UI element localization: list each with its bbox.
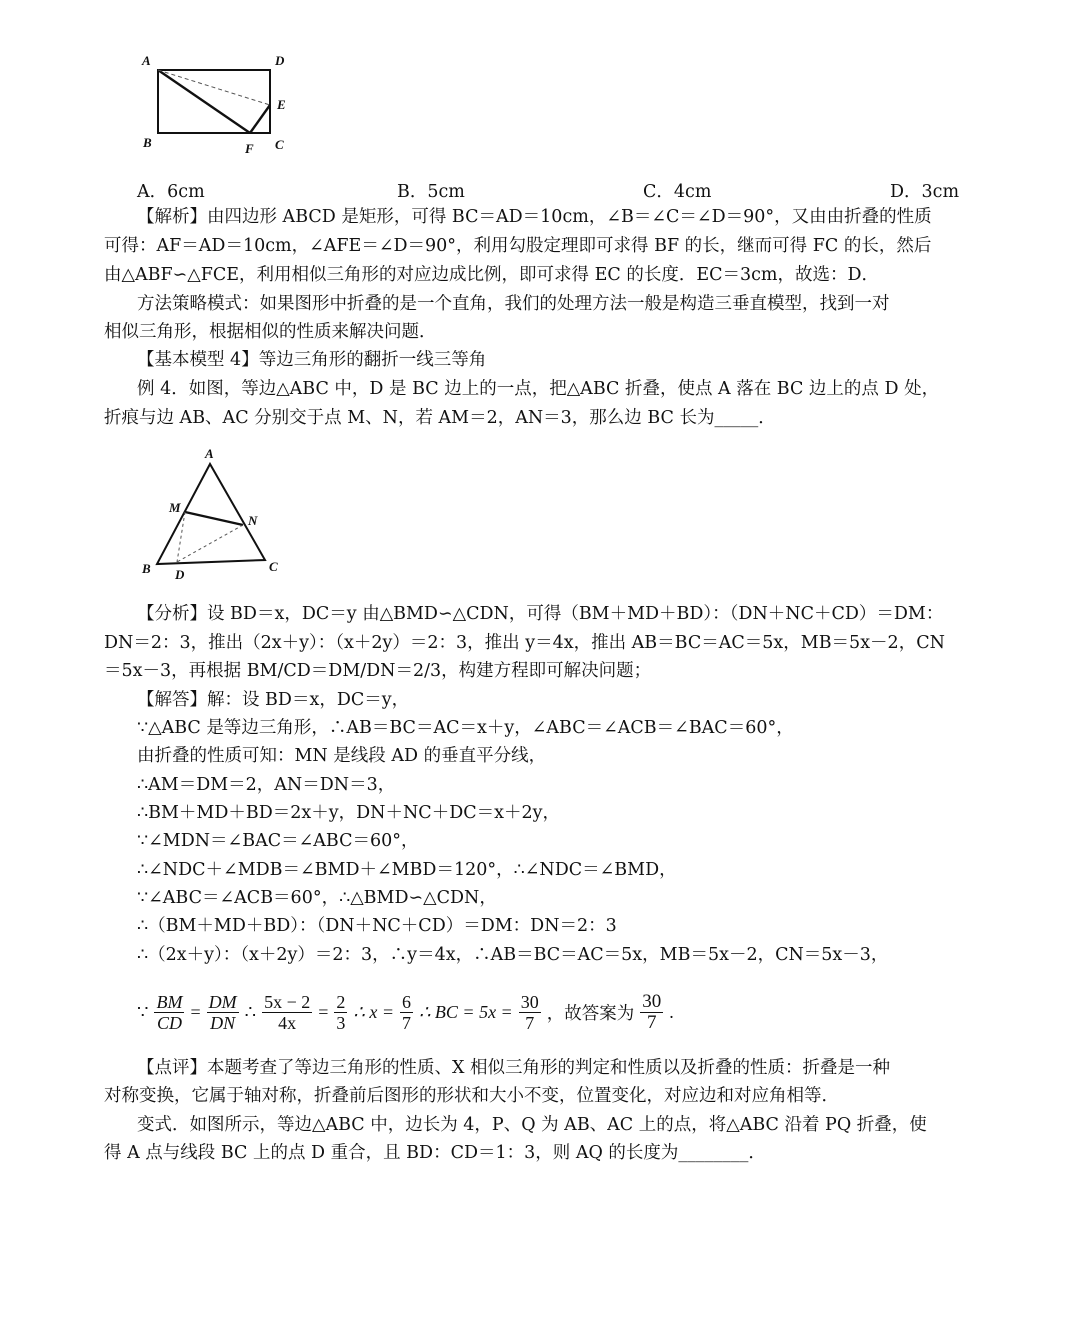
label-n: N — [248, 513, 258, 528]
label-b: B — [142, 561, 151, 576]
rectangle-outline — [158, 70, 270, 133]
rectangle-fold-figure — [135, 48, 300, 160]
equals: = — [318, 1001, 329, 1022]
comment-line: 【点评】本题考查了等边三角形的性质、X 相似三角形的判定和性质以及折叠的性质：折叠是一种 — [137, 1058, 891, 1078]
label-b: B — [143, 135, 152, 150]
method-line: 方法策略模式：如果图形中折叠的是一个直角，我们的处理方法一般是构造三垂直模型，找到一对 — [137, 294, 890, 314]
fold-line-af — [158, 70, 250, 133]
fraction-equation: $\frac{5x - 2}{4x}$ — [264, 991, 311, 1033]
x-solution: ∴ x = — [353, 1001, 394, 1022]
because-symbol: ∵ — [137, 1001, 149, 1022]
option-d: D．3cm — [890, 182, 960, 202]
solution-line: ∴AM＝DM＝2，AN＝DN＝3， — [137, 775, 396, 795]
solution-line: 由折叠的性质可知：MN 是线段 AD 的垂直平分线， — [137, 746, 547, 766]
label-e: E — [277, 97, 286, 112]
example4-line: 折痕与边 AB、AC 分别交于点 M、N，若 AM＝2，AN＝3，那么边 BC 长为_____． — [104, 408, 776, 428]
solution-line: ∵△ABC 是等边三角形，∴AB＝BC＝AC＝x＋y，∠ABC＝∠ACB＝∠BAC＝60°， — [137, 718, 794, 738]
method-line: 相似三角形，根据相似的性质来解决问题． — [104, 322, 437, 342]
analysis-line: 由△ABF∽△FCE，利用相似三角形的对应边成比例，即可求得 EC 的长度．EC＝3cm，故选：D． — [104, 265, 880, 285]
equals: = — [190, 1001, 201, 1022]
comment-line: 对称变换，它属于轴对称，折叠前后图形的形状和大小不变，位置变化，对应边和对应角相等． — [104, 1086, 839, 1106]
variant-line: 得 A 点与线段 BC 上的点 D 重合，且 BD：CD＝1：3，则 AQ 的长度为________． — [104, 1143, 766, 1163]
solution-line: ∵∠MDN＝∠BAC＝∠ABC＝60°， — [137, 831, 419, 851]
variant-line: 变式．如图所示，等边△ABC 中，边长为 4，P、Q 为 AB、AC 上的点，将△ABC 沿着 PQ 折叠，使 — [137, 1115, 927, 1135]
fraction-six-sevenths: $\frac{6}{7}$ — [401, 991, 411, 1033]
fenxi-line: 【分析】设 BD＝x，DC＝y 由△BMD∽△CDN，可得（BM＋MD＋BD）：（DN＋NC＋CD）＝DM： — [137, 604, 944, 624]
fenxi-line: ＝5x－3，再根据 BM/CD＝DM/DN＝2/3，构建方程即可解决问题； — [104, 661, 652, 681]
fold-line-fe — [250, 105, 270, 133]
therefore-symbol: ∴ — [244, 1001, 257, 1022]
analysis-line: 可得：AF＝AD＝10cm，∠AFE＝∠D＝90°，利用勾股定理即可求得 BF 的长，继而可得 FC 的长，然后 — [104, 236, 932, 256]
label-m: M — [169, 500, 181, 515]
solution-line: ∵∠ABC＝∠ACB＝60°，∴△BMD∽△CDN， — [137, 888, 497, 908]
label-a: A — [142, 53, 151, 68]
fraction-dm-dn: $\frac{DM}{DN}$ — [208, 991, 237, 1033]
fraction-thirty-sevenths: $\frac{30}{7}$ — [520, 991, 539, 1033]
bc-solution: ∴ BC = 5x = — [418, 1001, 513, 1022]
fraction-two-thirds: $\frac{2}{3}$ — [336, 991, 346, 1033]
formula-row — [137, 986, 674, 1038]
label-c: C — [275, 137, 284, 152]
solution-line: ∴∠NDC＋∠MDB＝∠BMD＋∠MBD＝120°，∴∠NDC＝∠BMD， — [137, 860, 677, 880]
fenxi-line: DN＝2：3，推出（2x＋y）：（x＋2y）＝2：3，推出 y＝4x，推出 AB＝BC＝AC＝5x，MB＝5x－2，CN — [104, 633, 945, 653]
period: . — [669, 1001, 674, 1022]
label-d: D — [175, 567, 185, 582]
crease-mn — [185, 512, 243, 525]
analysis-line: 【解析】由四边形 ABCD 是矩形，可得 BC＝AD＝10cm，∠B＝∠C＝∠D＝90°，又由由折叠的性质 — [137, 207, 932, 227]
dashed-line-ae — [158, 70, 270, 105]
option-c: C．4cm — [643, 182, 712, 202]
label-f: F — [245, 141, 254, 156]
triangle-fold-figure — [135, 444, 285, 584]
label-c: C — [269, 559, 278, 574]
solution-line: 【解答】解：设 BD＝x，DC＝y， — [137, 690, 410, 710]
model-title: 【基本模型 4】等边三角形的翻折一线三等角 — [137, 350, 487, 370]
label-a: A — [205, 446, 214, 461]
dashed-nd — [177, 525, 243, 562]
label-d: D — [275, 53, 285, 68]
option-b: B．5cm — [397, 182, 465, 202]
solution-line: ∴BM＋MD＋BD＝2x＋y，DN＋NC＋DC＝x＋2y， — [137, 803, 560, 823]
answer-text: ，故答案为 — [546, 1003, 635, 1024]
solution-line: ∴（2x＋y）：（x＋2y）＝2：3，∴y＝4x，∴AB＝BC＝AC＝5x，MB＝5x－2，CN＝5x－3， — [137, 945, 889, 965]
solution-line: ∴（BM＋MD＋BD）：（DN＋NC＋CD）＝DM：DN＝2：3 — [137, 916, 617, 936]
fraction-answer: $\frac{30}{7}$ — [642, 990, 662, 1033]
option-a: A．6cm — [137, 182, 205, 202]
fraction-bm-cd: $\frac{BM}{CD}$ — [156, 991, 183, 1033]
example4-line: 例 4．如图，等边△ABC 中，D 是 BC 边上的一点，把△ABC 折叠，使点 A 落在 BC 边上的点 D 处， — [137, 379, 940, 399]
